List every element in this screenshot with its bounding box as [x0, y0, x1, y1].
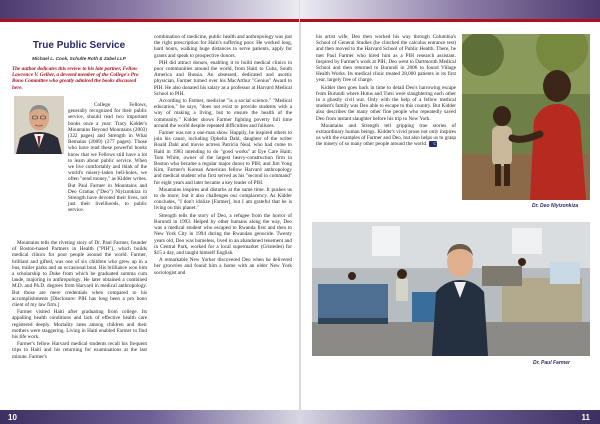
paragraph: College Fellows, generally recognized for their public service, should read two important books once a year: Tracy Kidder's Mountains Beyond Mountains (2003) (322 pages) and Strength in What Remains (2009) (277 pages). Those who have read these powerful books know that we Fellows still have a lot to learn about public service. When we live comfortably and think of the world's misery-laden hell-holes, we often "send money," as Kidder writes. But Paul Farmer in Mountains and Deo Gratias ("Deo") Niyizonkiza in Strength have devoted their lives, not just their livelihoods, to public service. [68, 102, 147, 214]
end-of-article-mark: CT [429, 141, 437, 147]
red-stripe [0, 19, 300, 22]
photo-deo-with-child [462, 34, 590, 200]
paragraph: According to Farmer, medicine "is a social science." "Medical education," he says, "does not exist to provide students with a way of making a living, but to ensure the health of the community." Kidder shows Farmer fighting poverty full time around the world despite repeated difficulties and failures. [154, 98, 292, 129]
paragraph-text: Mountains and Strength tell gripping true stories of extraordinary human beings. Kidder's vivid prose not only inspires us with the examples of Farmer and Deo, but also helps us to grasp the misery of so many other people around the world. [316, 122, 456, 148]
bottom-banner [0, 410, 300, 424]
column-3 [316, 34, 456, 149]
page-number: 11 [581, 413, 590, 422]
paragraph: Kidder then goes back in time to detail Deo's harrowing escape from Burundi where Hutus and Tutsi were slaughtering each other in a ghastly civil war. Only with the help of a fellow medical student's family was Deo able to escape to this country. But Kidder also describes the many other fine people who repeatedly saved Deo from instant slaughter before his trip to New York. [316, 84, 456, 122]
photo-farmer-clinic [312, 222, 590, 356]
red-stripe [300, 19, 600, 22]
paragraph: Mountains tells the riveting story of Dr. Paul Farmer, founder of Boston-based Partners in Health ("PIH"), which builds medical clinics for poor people around the world. Farmer, brilliant and gifted, was one of six children who grew up in a bus, trailer parks and an occasional boat. His brilliance won him a scholarship to Duke from which he graduated summa cum laude, majoring in anthropology. He later obtained a combined M.D. and Ph.D. degrees from Harvard in medical anthropology. But those are mere credentials when compared to his accomplishments [Disclosure: PIH has long been a pro bono client of my law firm.] [12, 240, 147, 309]
photo-caption: Dr. Paul Farmer [533, 360, 570, 366]
right-page [300, 0, 600, 424]
article-author: Michael L. Cook, Schulte Roth & Zabel LLP [32, 56, 126, 61]
column-1-body [12, 240, 147, 361]
author-portrait [14, 96, 64, 154]
paragraph [316, 123, 456, 148]
top-banner [0, 0, 300, 22]
paragraph: A remarkable New Yorker discovered Deo when he delivered her groceries and found him a home with an older New York sociologist and [154, 257, 292, 276]
paragraph: PIH did attract donors, enabling it to build medical clinics in poor communities around the world, from Haiti to Cuba, South America and Russia. An obsessed, dedicated and ascetic physician, Farmer turned over his MacArthur "Genius" Award to PIH. He also donated his salary as a professor at Harvard Medical School to PIH. [154, 59, 292, 97]
paragraph: Farmer's fellow Harvard medical students recall his frequent trips to Haiti and his returning for examinations at the last minute. Farmer's [12, 341, 147, 360]
column-2 [154, 34, 292, 277]
dedication-lead: The author dedicates this review to his late partner, Fellow Lawrence V. Gelber, a devoted member of the College's Pro Bono Committee who greatly admired the books discussed here. [12, 66, 139, 91]
paragraph: his artist wife. Deo then worked his way through Columbia's School of General Studies (he clinched the calculus entrance test) and then moved to the Harvard School of Public Health. There, he met Paul Farmer who hired him as a PIH research assistant. Inspired by Farmer's work at PIH, Deo went to Dartmouth Medical School and then returned to Burundi in 2006 to found Village Health Works. Its medical clinic treated 28,000 patients in its first year, largely free of charge. [316, 34, 456, 84]
top-banner [300, 0, 600, 22]
paragraph: Farmer was not a one-man show. Happily, he inspired others to join his cause, including Ophelia Dahl, daughter of the writer Roald Dahl and movie actress Patricia Neal, who had come to Haiti in 1983 intending to do "good works" at Eye Care Haiti; Tom White, owner of the largest heavy-construction firm in Boston who became a regular major donor to PIH; and Jim Yong Kim, Farmer's Korean American fellow Harvard anthropology and medical student who first served as his "second in command" for eight years and later became a key leader of PIH. [154, 130, 292, 186]
paragraph: combination of medicine, public health and anthropology was just the right prescription for Haiti's suffering poor. He worked long, hard hours, walking huge distances to serve patients, apply for grants and speak to prospective donors. [154, 34, 292, 59]
paragraph: Mountains inspires and disturbs at the same time. It pushes us to do more; but it also challenges our complacency. As Kidder concludes, "I don't idolize [Farmer], but I am grateful that he is living on this planet." [154, 186, 292, 212]
paragraph: Strength tells the story of Deo, a refugee from the horror of Burundi in 1993. Helped by other humans along the way, Deo was a medical student who escaped to Rwanda first and then to New York City in 1994 during the Rwandan genocide. Twenty years old, Deo was homeless, lived in an abandoned tenement and in Central Park, worked for a local supermarket (Gristedes) for $15 a day, and taught himself English. [154, 212, 292, 256]
page-number: 10 [8, 413, 17, 422]
photo-caption: Dr. Deo Niyizonkiza [532, 203, 579, 209]
column-1-top [68, 102, 147, 215]
bottom-banner [300, 410, 600, 424]
paragraph: Farmer visited Haiti after graduating from college. Its appalling health conditions and lack of effective health care registered deeply. Mortality rates among children and their mothers were staggering. Living in Haiti enabled Farmer to find his life work. [12, 309, 147, 341]
article-title: True Public Service [32, 40, 126, 51]
